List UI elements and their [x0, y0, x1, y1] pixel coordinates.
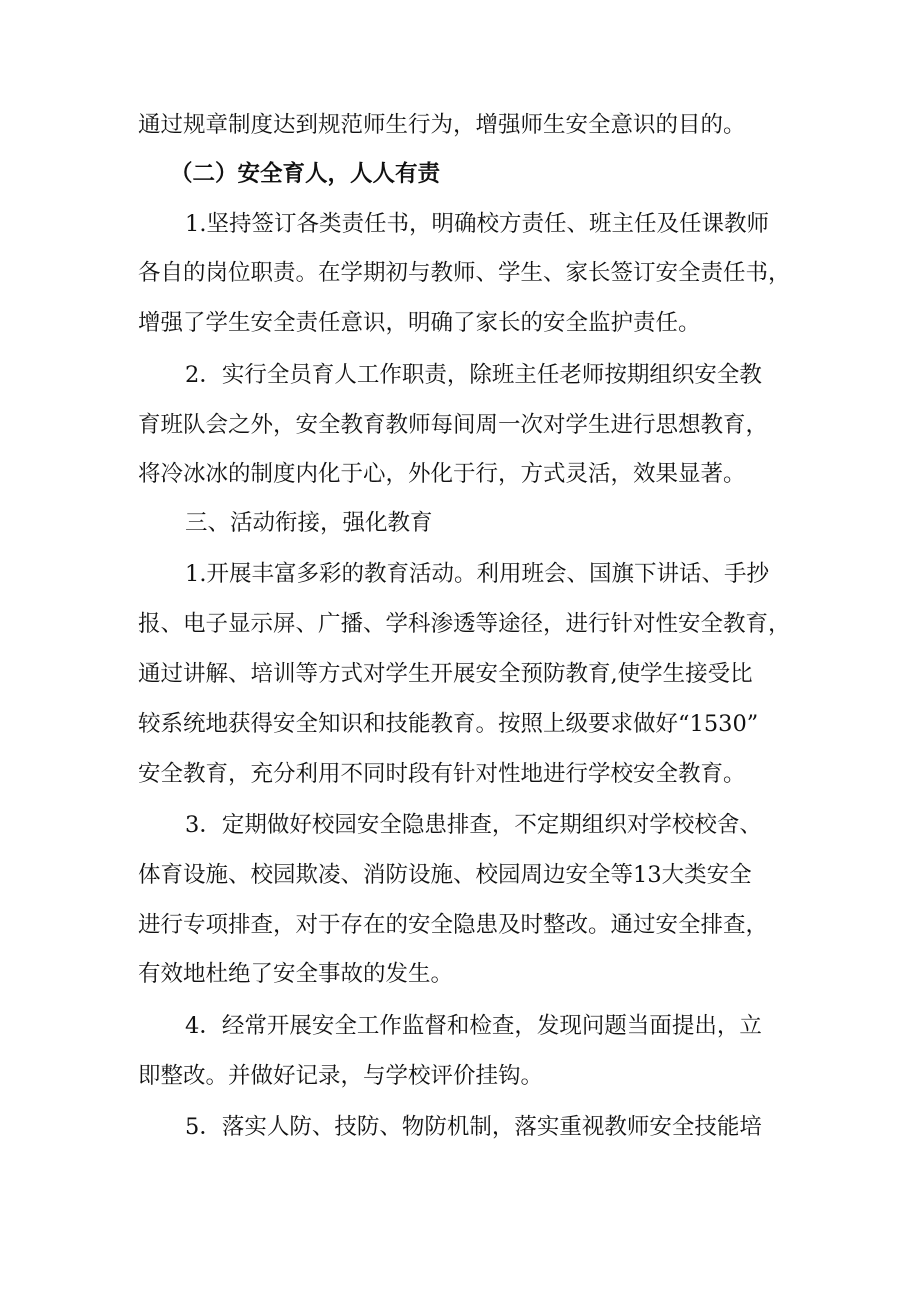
text-line	[0, 805, 920, 845]
text-line-content: 2．实行全员育人工作职责，除班主任老师按期组织安全教	[185, 362, 762, 388]
text-line	[0, 654, 920, 694]
text-line-content: 各自的岗位职责。在学期初与教师、学生、家长签订安全责任书，	[138, 260, 791, 286]
text-line	[0, 554, 920, 594]
text-line-content: 有效地杜绝了安全事故的发生。	[138, 961, 454, 987]
text-line-content: 进行专项排查，对于存在的安全隐患及时整改。通过安全排查，	[138, 912, 769, 938]
text-line-content: 通过讲解、培训等方式对学生开展安全预防教育,使学生接受比	[138, 661, 753, 687]
text-line	[0, 1056, 920, 1096]
text-line-content: 3．定期做好校园安全隐患排查，不定期组织对学校校舍、	[185, 812, 762, 838]
text-line	[0, 704, 920, 744]
section-heading-text: 三、活动衔接，强化教育	[185, 510, 433, 536]
text-line-content: 增强了学生安全责任意识，明确了家长的安全监护责任。	[138, 310, 701, 336]
text-line-content: 即整改。并做好记录，与学校评价挂钩。	[138, 1063, 544, 1089]
text-line-content: 1.坚持签订各类责任书，明确校方责任、班主任及任课教师	[185, 211, 769, 237]
section-heading	[0, 154, 920, 194]
text-line-content: 5．落实人防、技防、物防机制，落实重视教师安全技能培	[185, 1114, 762, 1140]
text-line	[0, 1006, 920, 1046]
text-line-content: 体育设施、校园欺凌、消防设施、校园周边安全等13大类安全	[138, 862, 752, 888]
section-heading	[0, 503, 920, 543]
text-line	[0, 905, 920, 945]
text-line	[0, 204, 920, 244]
text-line	[0, 355, 920, 395]
text-line-content: 将冷冰冰的制度内化于心，外化于行，方式灵活，效果显著。	[138, 461, 746, 487]
text-line	[0, 405, 920, 445]
text-line-content: 4．经常开展安全工作监督和检查，发现问题当面提出，立	[185, 1013, 762, 1039]
text-line	[0, 105, 920, 145]
text-line	[0, 1107, 920, 1147]
text-line	[0, 754, 920, 794]
text-line	[0, 954, 920, 994]
section-heading-text: （二）安全育人，人人有责	[170, 161, 441, 187]
text-line	[0, 454, 920, 494]
text-line-content: 1.开展丰富多彩的教育活动。利用班会、国旗下讲话、手抄	[185, 561, 769, 587]
text-line-content: 通过规章制度达到规范师生行为，增强师生安全意识的目的。	[138, 112, 746, 138]
text-line-content: 较系统地获得安全知识和技能教育。按照上级要求做好“1530”	[138, 711, 759, 737]
text-line	[0, 253, 920, 293]
text-line	[0, 855, 920, 895]
text-line-content: 安全教育，充分利用不同时段有针对性地进行学校安全教育。	[138, 761, 746, 787]
text-line-content: 报、电子显示屏、广播、学科渗透等途径，进行针对性安全教育，	[138, 611, 791, 637]
text-line-content: 育班队会之外，安全教育教师每间周一次对学生进行思想教育，	[138, 412, 769, 438]
text-line	[0, 604, 920, 644]
text-line	[0, 303, 920, 343]
